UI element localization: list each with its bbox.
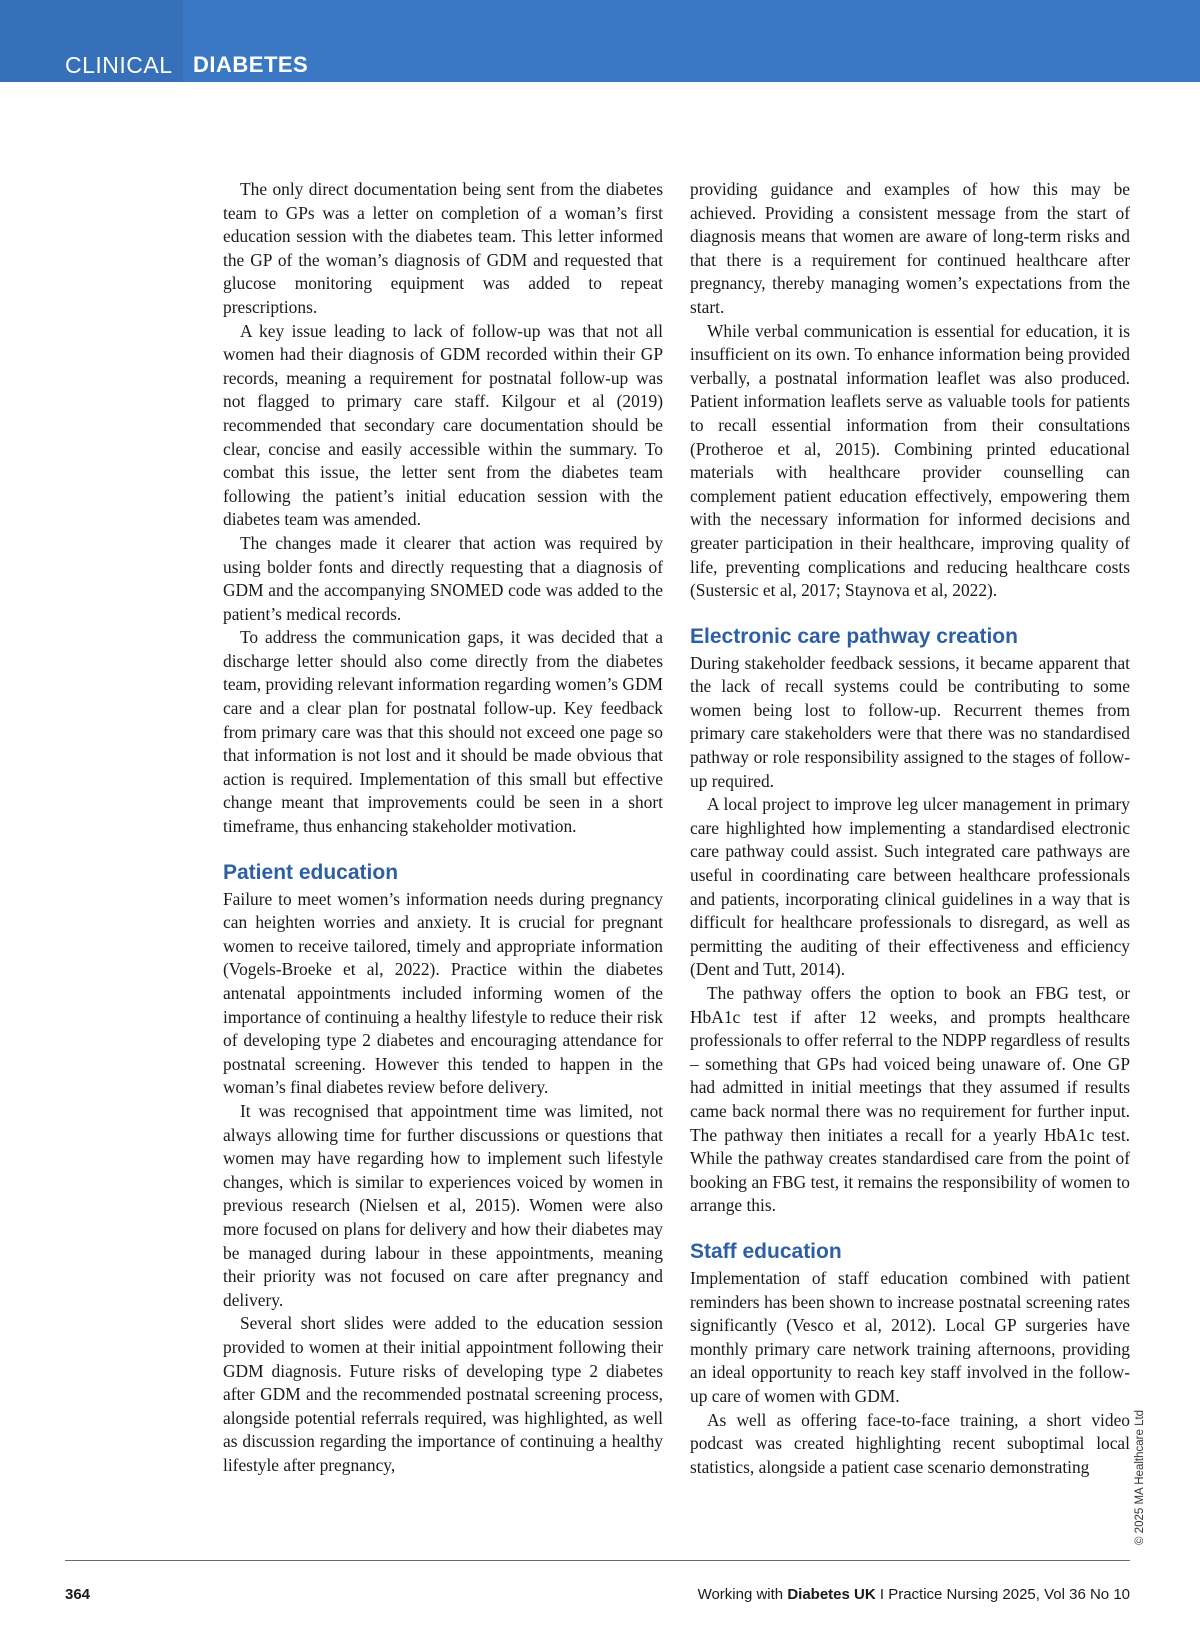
paragraph: Failure to meet women’s information needs during pregnancy can heighten worries and anxiety. It is crucial for pregnant women to receive tailored, timely and appropriate information (Vogels-Broeke et al, 2022). Practice within the diabetes antenatal appointments included informing women of the importance of continuing a healthy lifestyle to reduce their risk of developing type 2 diabetes and encouraging attendance for postnatal screening. However this tended to happen in the woman’s final diabetes review before delivery. bbox=[223, 888, 663, 1098]
paragraph: A key issue leading to lack of follow-up was that not all women had their diagnosis of GDM recorded within their GP records, meaning a requirement for postnatal follow-up was not flagged to primary care staff. Kilgour et al (2019) recommended that secondary care documentation should be clear, concise and easily accessible within the summary. To combat this issue, the letter sent from the diabetes team following the patient’s initial education session with the diabetes team was amended. bbox=[223, 320, 663, 530]
paragraph: It was recognised that appointment time was limited, not always allowing time for further discussions or questions that women may have regarding how to implement such lifestyle changes, which is similar to experiences voiced by women in previous research (Nielsen et al, 2015). Women were also more focused on plans for delivery and how their diabetes may be managed during labour in these appointments, meaning their priority was not focused on care after pregnancy and delivery. bbox=[223, 1100, 663, 1310]
heading-patient-education: Patient education bbox=[223, 860, 399, 884]
paragraph: A local project to improve leg ulcer management in primary care highlighted how implementing a standardised electronic care pathway could assist. Such integrated care pathways are useful in coordinating care between healthcare professionals and patients, incorporating clinical guidelines in a way that is difficult for healthcare professionals to disregard, as well as permitting the auditing of their effectiveness and efficiency (Dent and Tutt, 2014). bbox=[690, 794, 1130, 980]
paragraph: The changes made it clearer that action was required by using bolder fonts and directly requesting that a diagnosis of GDM and the accompanying SNOMED code was added to the patient’s medical records. bbox=[223, 532, 663, 624]
page-number: 364 bbox=[65, 1586, 91, 1603]
paragraph: During stakeholder feedback sessions, it became apparent that the lack of recall systems could be contributing to some women being lost to follow-up. Recurrent themes from primary care stakeholders were that there was no standardised pathway or role responsibility assigned to the stages of follow-up required. bbox=[690, 652, 1130, 791]
heading-electronic-care-pathway: Electronic care pathway creation bbox=[690, 624, 1018, 648]
paragraph: The pathway offers the option to book an FBG test, or HbA1c test if after 12 weeks, and prompts healthcare professionals to offer referral to the NDPP regardless of results – something that GPs had voiced being unaware of. One GP had admitted in initial meetings that they assumed if results came back normal there was no requirement for further input. The pathway then initiates a recall for a yearly HbA1c test. While the pathway creates standardised care from the point of booking an FBG test, it remains the responsibility of women to arrange this. bbox=[690, 983, 1130, 1216]
article-right-column bbox=[690, 178, 1130, 1479]
footer-journal-brand: Diabetes UK bbox=[787, 1586, 876, 1603]
paragraph: Implementation of staff education combined with patient reminders has been shown to increase postnatal screening rates significantly (Vesco et al, 2012). Local GP surgeries have monthly primary care network training afternoons, providing an ideal opportunity to reach key staff involved in the follow-up care of women with GDM. bbox=[690, 1267, 1130, 1406]
article-left-column bbox=[223, 178, 663, 1477]
footer-divider bbox=[65, 1560, 1130, 1561]
paragraph: To address the communication gaps, it was decided that a discharge letter should also come directly from the diabetes team, providing relevant information regarding women’s GDM care and a clear plan for postnatal follow-up. Key feedback from primary care was that this should not exceed one page so that information is not lost and it should be made obvious that action is required. Implementation of this small but effective change meant that improvements could be seen in a short timeframe, thus enhancing stakeholder motivation. bbox=[223, 627, 663, 837]
paragraph: While verbal communication is essential for education, it is insufficient on its own. To enhance information being provided verbally, a postnatal information leaflet was also produced. Patient information leaflets serve as valuable tools for patients to recall essential information from their consultations (Protheroe et al, 2015). Combining printed educational materials with healthcare provider counselling can complement patient education effectively, empowering them with the necessary information for informed decisions and greater participation in their healthcare, improving quality of life, preventing complications and reducing healthcare costs (Sustersic et al, 2017; Staynova et al, 2022). bbox=[690, 320, 1130, 601]
footer-journal-info bbox=[698, 1586, 1130, 1603]
heading-staff-education: Staff education bbox=[690, 1239, 842, 1263]
copyright-notice: © 2025 MA Healthcare Ltd bbox=[1134, 1409, 1146, 1545]
header-section-label: CLINICAL bbox=[65, 52, 173, 78]
paragraph: providing guidance and examples of how this may be achieved. Providing a consistent message from the start of diagnosis means that women are aware of long-term risks and that there is a requirement for continued healthcare after pregnancy, thereby managing women’s expectations from the start. bbox=[690, 179, 1130, 317]
footer-journal-prefix: Working with bbox=[697, 1586, 788, 1603]
paragraph: The only direct documentation being sent from the diabetes team to GPs was a letter on completion of a woman’s first education session with the diabetes team. This letter informed the GP of the woman’s diagnosis of GDM and requested that glucose monitoring equipment was added to repeat prescriptions. bbox=[223, 179, 663, 317]
footer-journal-suffix: I Practice Nursing 2025, Vol 36 No 10 bbox=[875, 1586, 1130, 1603]
header-topic-label: DIABETES bbox=[193, 52, 309, 77]
paragraph: Several short slides were added to the education session provided to women at their initial appointment following their GDM diagnosis. Future risks of developing type 2 diabetes after GDM and the recommended postnatal screening process, alongside potential referrals required, was highlighted, as well as discussion regarding the importance of continuing a healthy lifestyle after pregnancy, bbox=[223, 1313, 663, 1475]
paragraph: As well as offering face-to-face training, a short video podcast was created highlighting recent suboptimal local statistics, alongside a patient case scenario demonstrating bbox=[690, 1409, 1130, 1477]
